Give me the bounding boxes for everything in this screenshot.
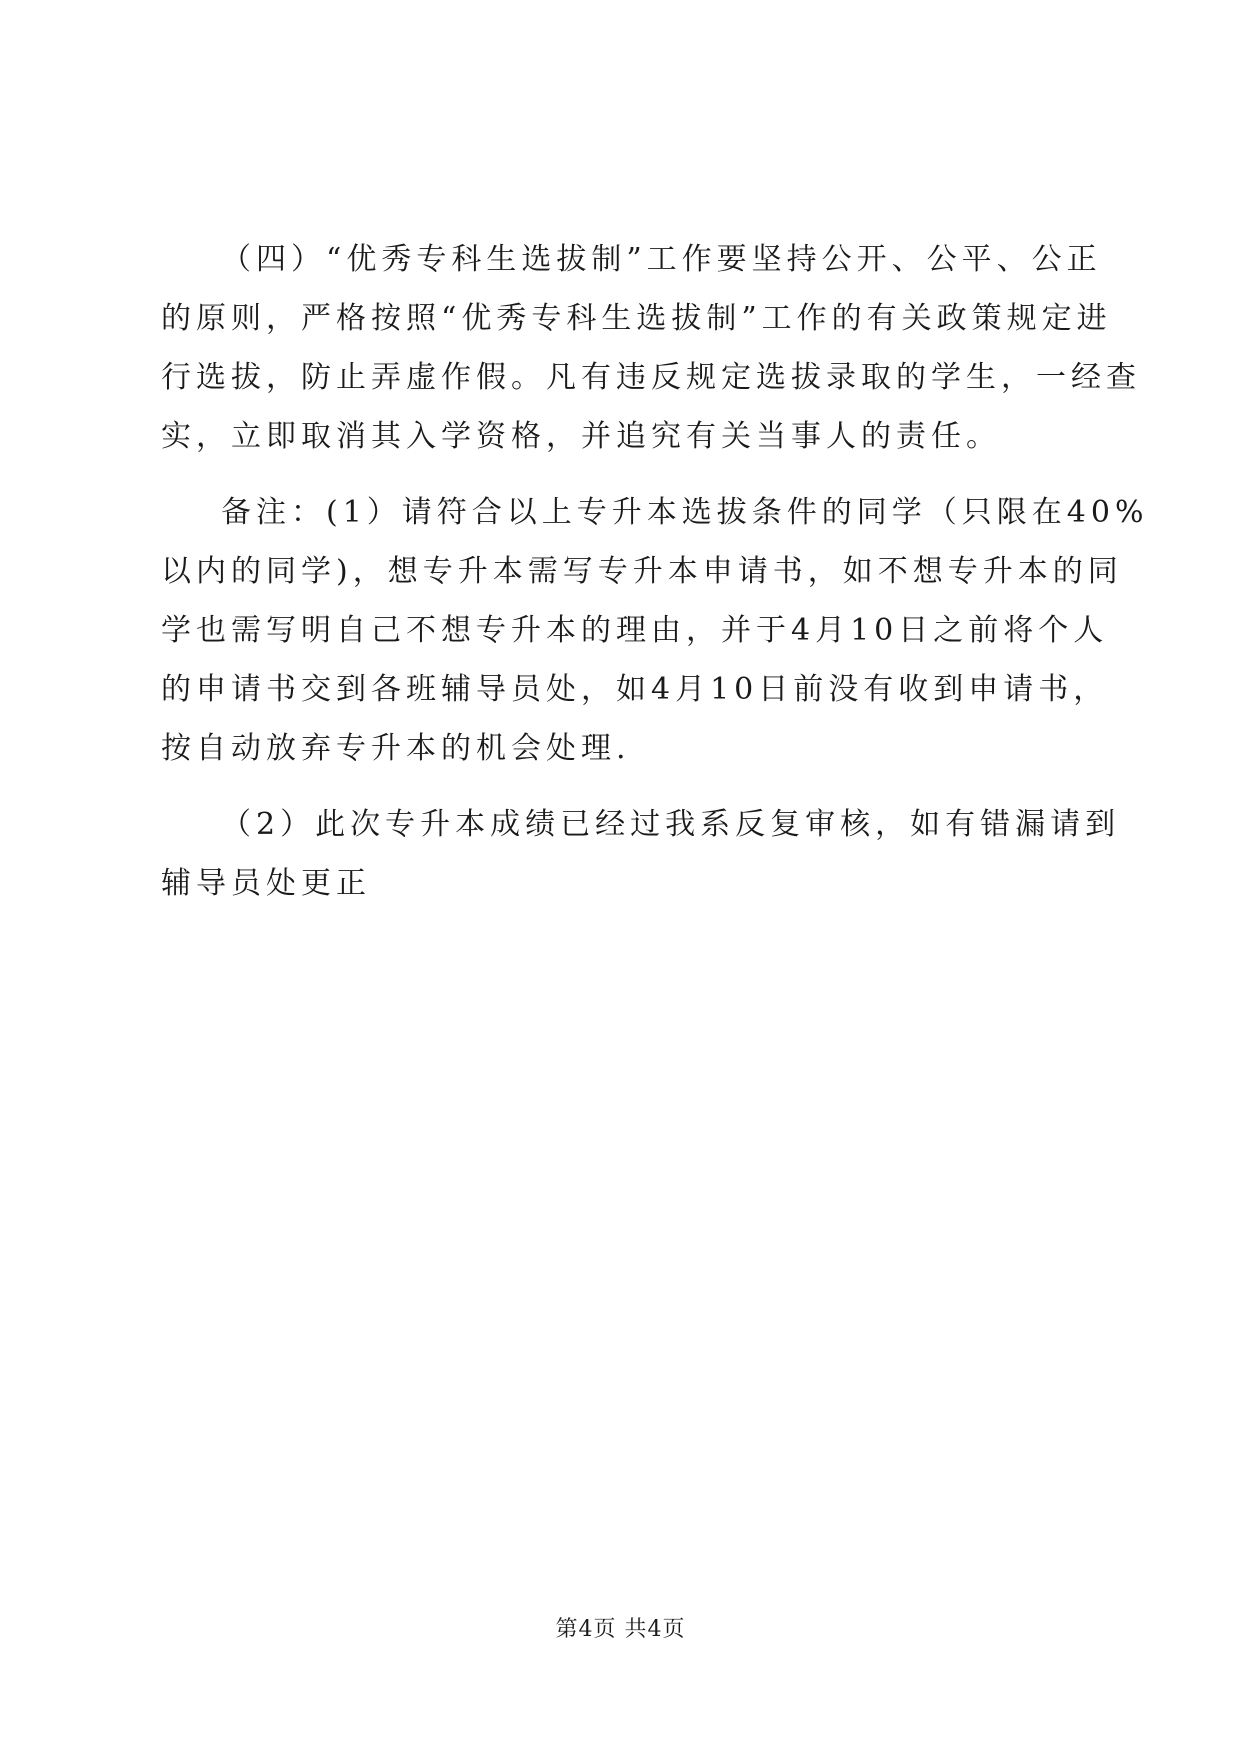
note-2-line-1: （2）此次专升本成绩已经过我系反复审核，如有错漏请到 xyxy=(221,807,1121,842)
note-1-line-3: 学也需写明自己不想专升本的理由，并于4月10日之前将个人 xyxy=(161,613,1109,648)
paragraph-4-line-2: 的原则，严格按照“优秀专科生选拔制”工作的有关政策规定进 xyxy=(161,301,1112,336)
note-2-line-2: 辅导员处更正 xyxy=(161,866,371,901)
note-1-line-1: 备注：(1）请符合以上专升本选拔条件的同学（只限在40% xyxy=(221,495,1149,530)
page-number-footer: 第4页 共4页 xyxy=(555,1617,686,1642)
document-body xyxy=(161,230,1149,913)
paragraph-4-line-4: 实，立即取消其入学资格，并追究有关当事人的责任。 xyxy=(161,419,1001,454)
paragraph-4-line-3: 行选拔，防止弄虚作假。凡有违反规定选拔录取的学生，一经查 xyxy=(161,360,1141,395)
note-1-line-5: 按自动放弃专升本的机会处理. xyxy=(161,731,631,766)
note-1-line-2: 以内的同学)，想专升本需写专升本申请书，如不想专升本的同 xyxy=(161,554,1123,589)
paragraph-4-line-1: （四）“优秀专科生选拔制”工作要坚持公开、公平、公正 xyxy=(221,242,1102,277)
note-1-line-4: 的申请书交到各班辅导员处，如4月10日前没有收到申请书， xyxy=(161,672,1109,707)
